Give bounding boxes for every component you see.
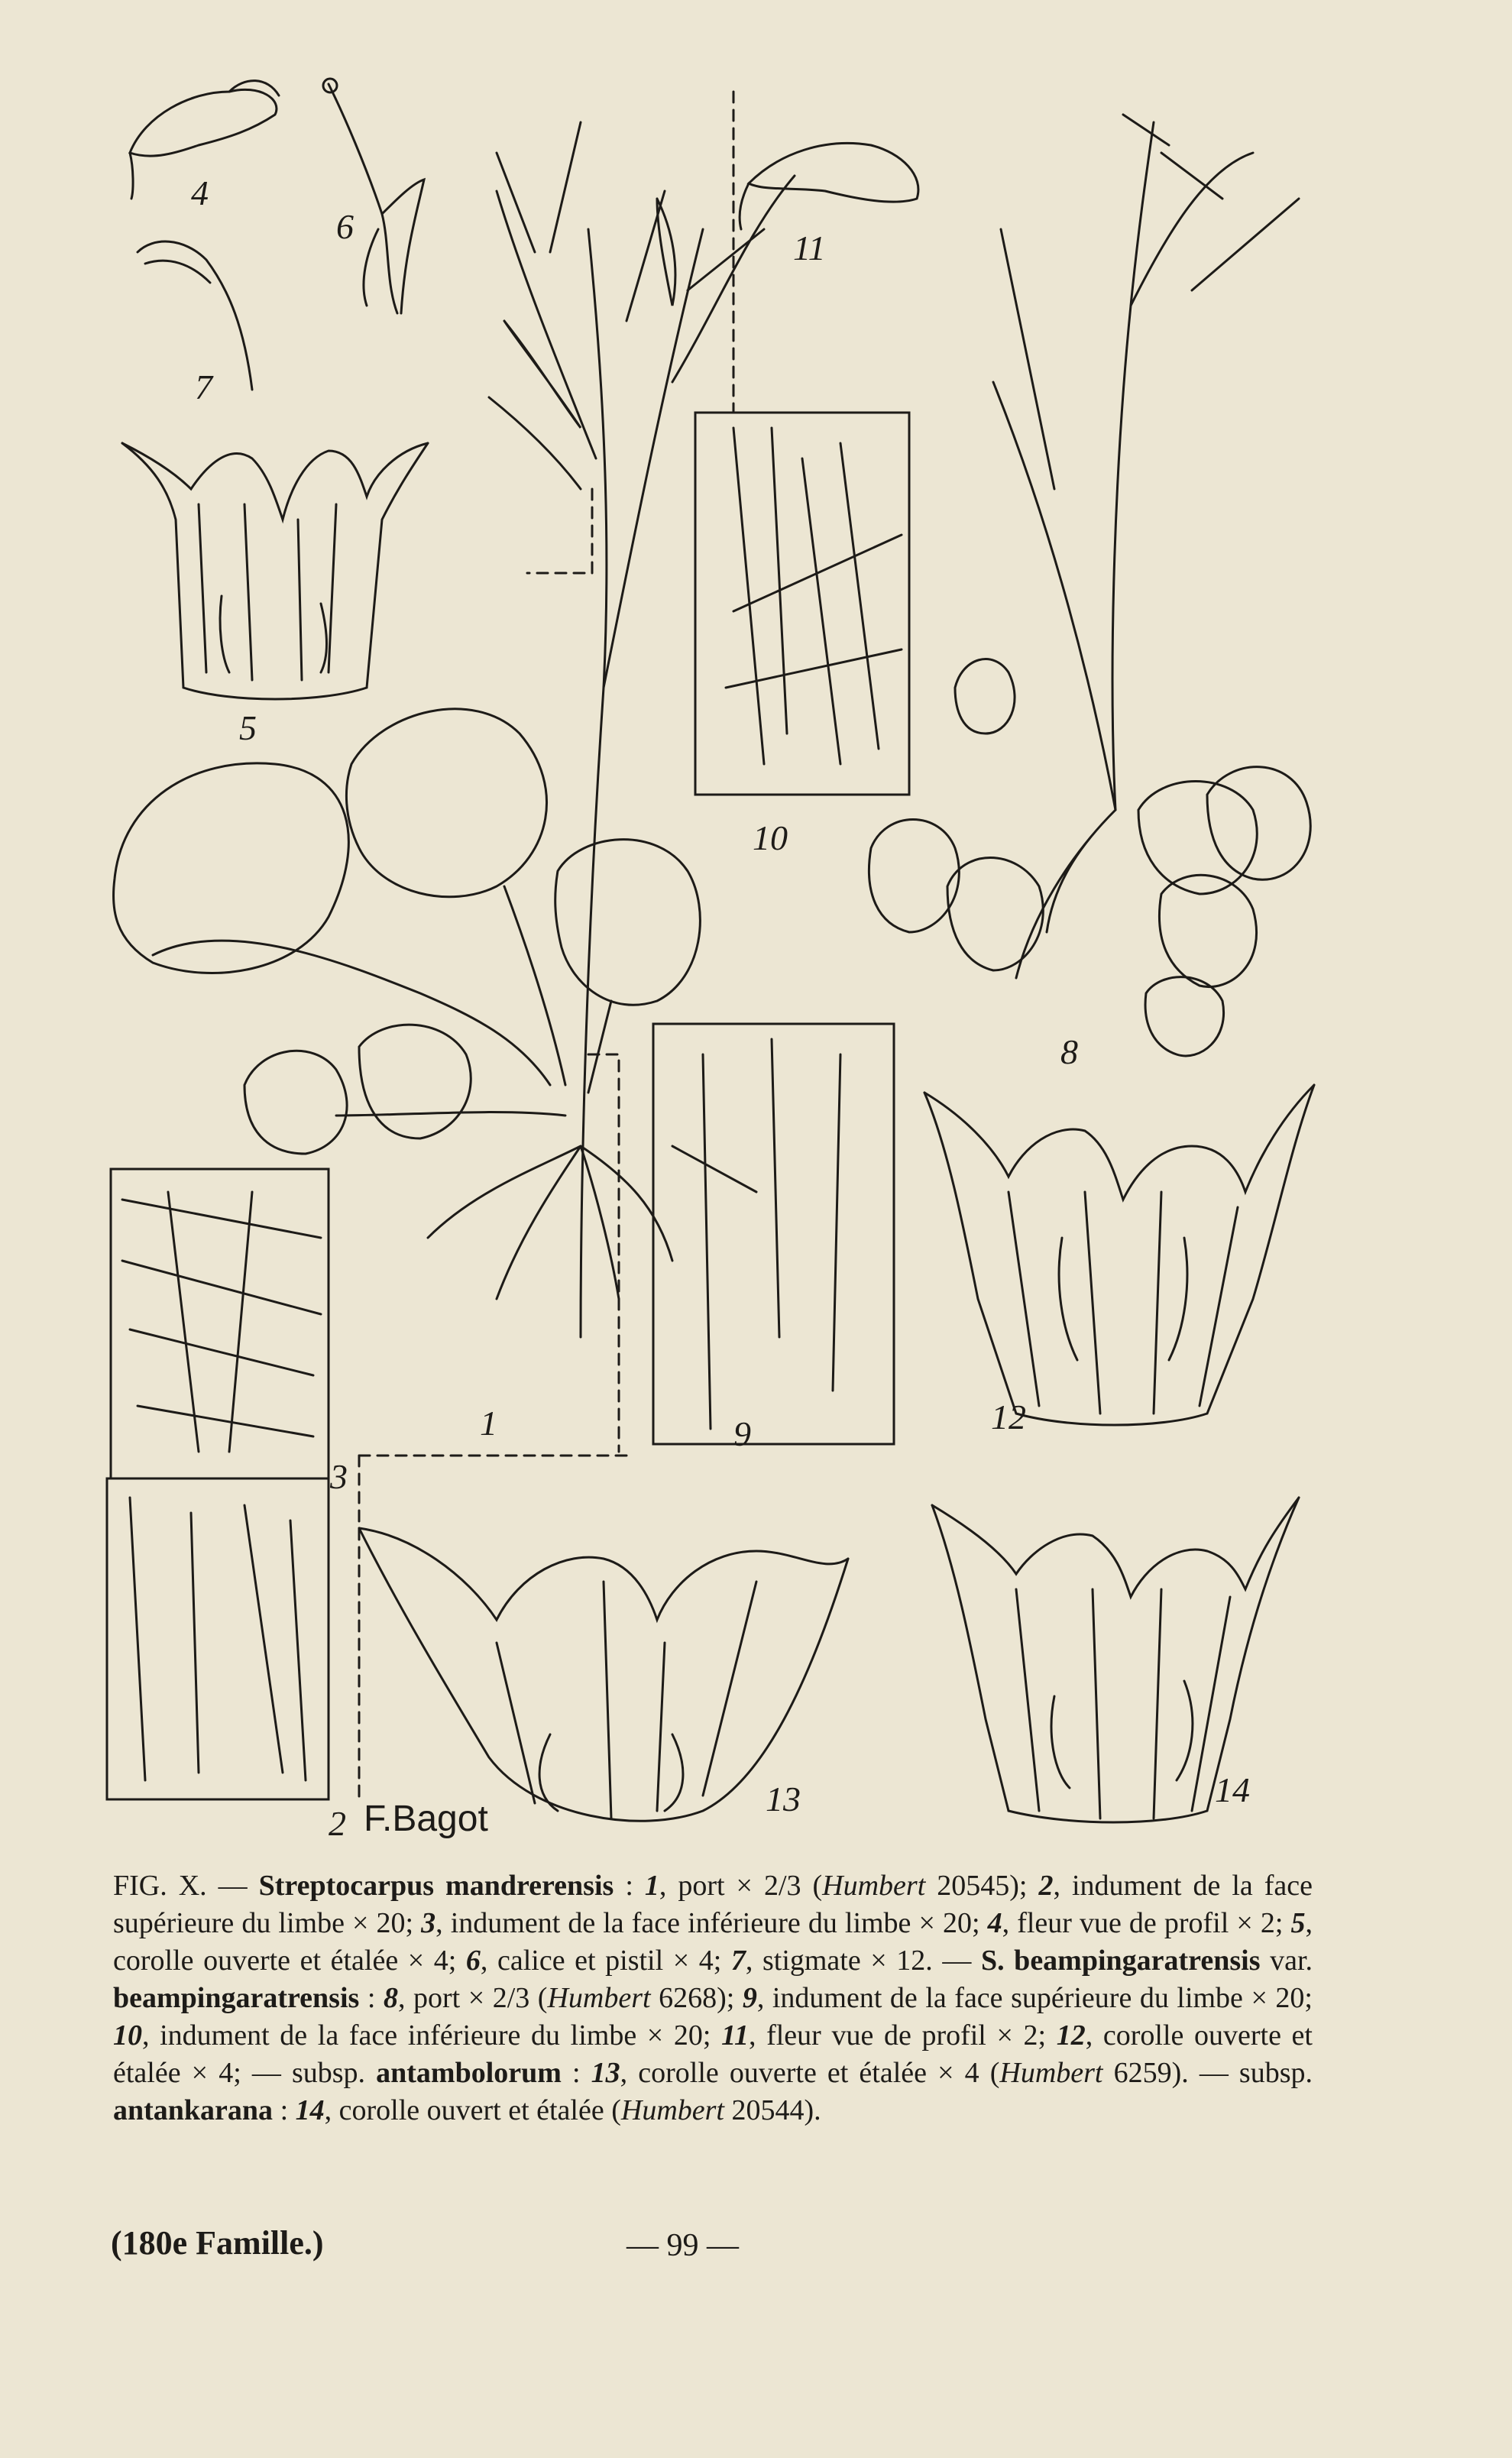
fig-label-1: 1	[480, 1404, 497, 1443]
fig-label-6: 6	[336, 207, 354, 246]
fig-label-5: 5	[239, 708, 257, 747]
drawing-6-calyx-pistil	[323, 79, 424, 313]
fig-label-14: 14	[1215, 1770, 1250, 1809]
fig-label-2: 2	[329, 1804, 346, 1843]
drawing-3-indument-box	[111, 1169, 329, 1478]
fig-label-12: 12	[991, 1397, 1026, 1436]
fig-label-9: 9	[733, 1414, 751, 1453]
collector-name: Humbert	[999, 2057, 1103, 2089]
drawing-11-flower-profile	[740, 143, 918, 229]
species-name: Streptocarpus mandrerensis	[258, 1870, 614, 1902]
figure-caption: FIG. X. — Streptocarpus mandrerensis : 1, port × 2/3 (Humbert 20545); 2, indument de la face supérieure du limbe × 20; 3, indument de la face inférieure du limbe × 20; 4, fleur vue de profil × 2; 5, corolle ouverte et étalée × 4; 6, calice et pistil × 4; 7, stigmate × 12. — S. beampingaratrensis var. beampingaratrensis : 8, port × 2/3 (Humbert 6268); 9, indument de la face supérieure du limbe × 20; 10, indument de la face inférieure du limbe × 20; 11, fleur vue de profil × 2; 12, corolle ouverte et étalée × 4; — subsp. antambolorum : 13, corolle ouverte et étalée × 4 (Humbert 6259). — subsp. antankarana : 14, corolle ouvert et étalée (Humbert 20544).	[113, 1870, 1313, 2126]
fig-label-7: 7	[195, 368, 212, 406]
drawing-10-indument-box	[695, 413, 909, 795]
drawing-1-plant-habit	[113, 122, 795, 1337]
fig-label-8: 8	[1060, 1032, 1078, 1071]
drawing-5-opened-corolla	[122, 443, 428, 699]
caption-fig-label: FIG. X. —	[113, 1870, 259, 1902]
collector-name: Humbert	[547, 1982, 651, 2014]
species-name: S. beampingaratrensis	[980, 1945, 1261, 1977]
fig-label-4: 4	[191, 173, 209, 212]
fig-label-10: 10	[753, 818, 788, 857]
drawing-8-plant-habit	[869, 115, 1310, 1056]
family-footer: (180e Famille.)	[111, 2224, 324, 2262]
fig-label-3: 3	[330, 1457, 348, 1496]
collector-name: Humbert	[620, 2094, 724, 2126]
fig-label-13: 13	[766, 1780, 801, 1818]
drawing-9-indument-box	[653, 1024, 894, 1444]
collector-name: Humbert	[822, 1870, 926, 1902]
illustrator-signature: F.Bagot	[364, 1799, 488, 1839]
page-number: — 99 —	[626, 2228, 739, 2263]
subspecies-name: antambolorum	[376, 2057, 562, 2089]
drawing-2-indument-box	[107, 1478, 329, 1799]
drawing-12-opened-corolla	[924, 1085, 1314, 1425]
fig-label-11: 11	[793, 228, 826, 267]
subspecies-name: antankarana	[113, 2094, 274, 2126]
drawing-13-opened-corolla	[359, 1528, 848, 1821]
